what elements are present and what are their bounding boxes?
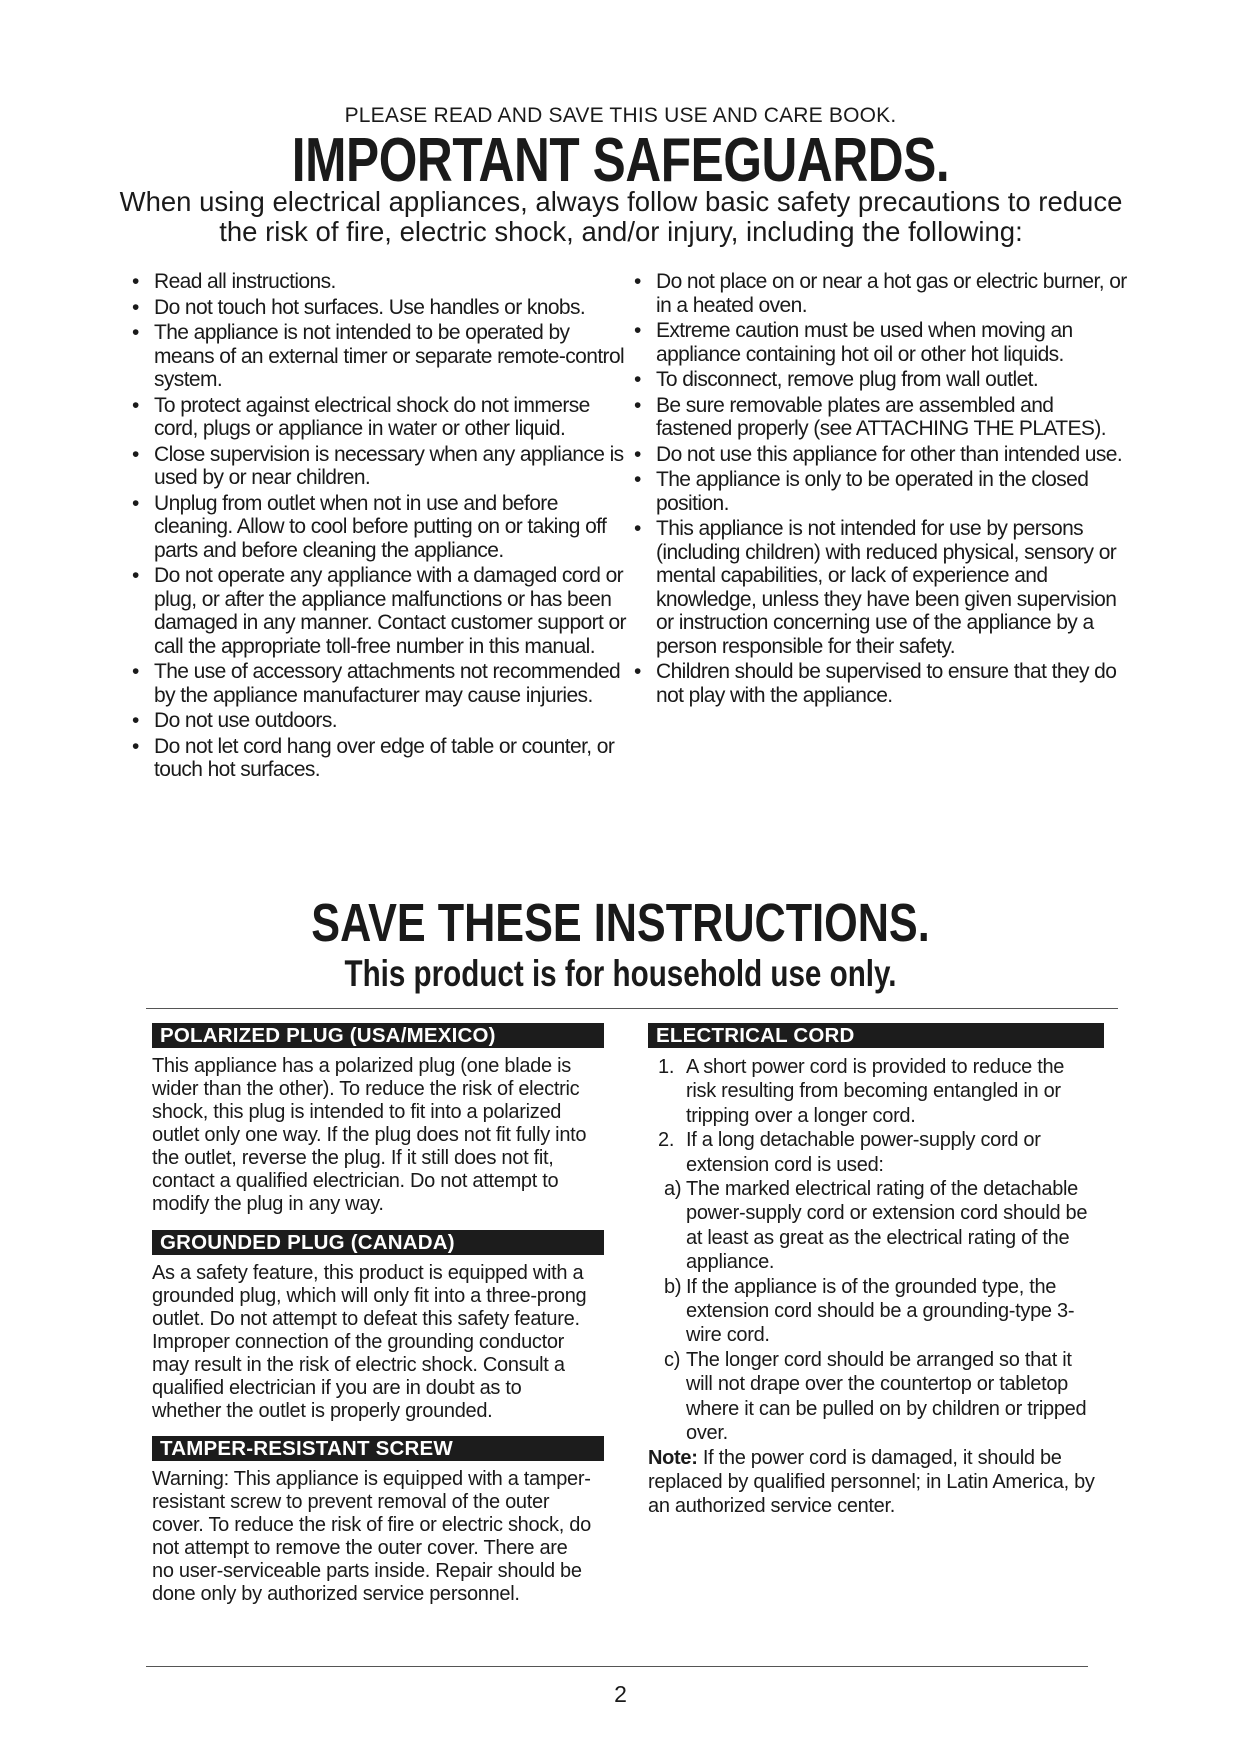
safeguards-right-column: [632, 270, 1132, 709]
safeguard-item: • Do not touch hot surfaces. Use handles or knobs.: [130, 296, 630, 320]
cord-subitem-text: The marked electrical rating of the detachable power-supply cord or extension cord should be at least as great as the electrical rating of the appliance.: [686, 1178, 1088, 1274]
cord-item-text: A short power cord is provided to reduce the risk resulting from becoming entangled in or tripping over a longer cord.: [686, 1056, 1065, 1127]
section-divider: [146, 1008, 1118, 1009]
electrical-cord-heading: ELECTRICAL CORD: [648, 1023, 1104, 1048]
safeguard-item: • The appliance is only to be operated in the closed position.: [632, 468, 1132, 515]
safeguard-item: • Do not operate any appliance with a damaged cord or plug, or after the appliance malfunctions or has been damaged in any manner. Contact customer support or call the appropriate toll-free number in this manual.: [130, 564, 630, 658]
cord-subitem-text: If the appliance is of the grounded type, the extension cord should be a grounding-type 3-wire cord.: [686, 1275, 1075, 1347]
cord-item-number: 2.: [658, 1129, 675, 1152]
household-use-subtitle: This product is for household use only.: [344, 953, 897, 994]
safeguard-item: • Children should be supervised to ensure that they do not play with the appliance.: [632, 660, 1132, 707]
cord-note-text: If the power cord is damaged, it should be replaced by qualified personnel; in Latin America, by an authorized service center.: [648, 1446, 1095, 1518]
cord-item-text: If a long detachable power-supply cord or extension cord is used:: [686, 1129, 1041, 1176]
intro-paragraph: When using electrical appliances, always follow basic safety precautions to reduce the risk of fire, electric shock, and/or injury, including the following:: [119, 186, 1123, 247]
cord-note: [648, 1446, 1098, 1519]
safeguard-item: • To disconnect, remove plug from wall outlet.: [632, 368, 1132, 392]
polarized-plug-heading: POLARIZED PLUG (USA/MEXICO): [152, 1023, 604, 1048]
cord-subitem: [648, 1177, 1098, 1275]
safeguard-item: • Read all instructions.: [130, 270, 630, 294]
safeguard-item: • To protect against electrical shock do not immerse cord, plugs or appliance in water or other liquid.: [130, 394, 630, 441]
cord-subitem: [648, 1275, 1098, 1348]
safeguard-item: • The use of accessory attachments not recommended by the appliance manufacturer may cause injuries.: [130, 660, 630, 707]
safeguards-left-list: [130, 270, 630, 782]
important-safeguards-title: IMPORTANT SAFEGUARDS.: [291, 126, 950, 195]
cord-subitem-letter: a): [664, 1178, 682, 1201]
page-number: 2: [614, 1681, 627, 1707]
polarized-plug-text: This appliance has a polarized plug (one blade is wider than the other). To reduce the risk of electric shock, this plug is intended to fit into a polarized outlet only one way. If the plug does not fit fully into the outlet, reverse the plug. If it still does not fit, contact a qualified electrician. Do not attempt to modify the plug in any way.: [152, 1055, 587, 1215]
electrical-cord-section: [648, 1055, 1098, 1519]
safeguard-item: • Do not place on or near a hot gas or electric burner, or in a heated oven.: [632, 270, 1132, 317]
grounded-plug-text: As a safety feature, this product is equipped with a grounded plug, which will only fit into a three-prong outlet. Do not attempt to defeat this safety feature. Improper connection of the grounding conductor may result in the risk of electric shock. Consult a qualified electrician if you are in doubt as to whether the outlet is properly grounded.: [152, 1262, 587, 1422]
safeguard-item: • Do not use this appliance for other than intended use.: [632, 443, 1132, 467]
safeguards-left-column: [130, 270, 630, 784]
safeguard-item: • Unplug from outlet when not in use and before cleaning. Allow to cool before putting on or taking off parts and before cleaning the appliance.: [130, 492, 630, 563]
cord-item-number: 1.: [658, 1056, 675, 1078]
cord-subitem-letter: b): [664, 1275, 682, 1298]
safeguards-right-list: [632, 270, 1132, 707]
cord-note-label: Note:: [648, 1446, 698, 1469]
safeguard-item: • Close supervision is necessary when any appliance is used by or near children.: [130, 443, 630, 490]
cord-subitem-letter: c): [664, 1348, 681, 1371]
safeguard-item: • This appliance is not intended for use by persons (including children) with reduced physical, sensory or mental capabilities, or lack of experience and knowledge, unless they have been given supervision or instruction concerning use of the appliance by a person responsible for their safety.: [632, 517, 1132, 658]
safeguard-item: • The appliance is not intended to be operated by means of an external timer or separate remote-control system.: [130, 321, 630, 392]
cord-subitem: [648, 1348, 1098, 1446]
read-save-notice: PLEASE READ AND SAVE THIS USE AND CARE BOOK.: [344, 104, 897, 127]
tamper-screw-heading: TAMPER-RESISTANT SCREW: [152, 1436, 604, 1461]
safeguard-item: • Do not let cord hang over edge of table or counter, or touch hot surfaces.: [130, 735, 630, 782]
footer-divider: [146, 1666, 1088, 1667]
save-instructions-title: SAVE THESE INSTRUCTIONS.: [311, 893, 930, 953]
safeguard-item: • Be sure removable plates are assembled and fastened properly (see ATTACHING THE PLATES).: [632, 394, 1132, 441]
cord-subitem-text: The longer cord should be arranged so that it will not drape over the countertop or tabletop where it can be pulled on by children or tripped over.: [686, 1348, 1087, 1445]
cord-item: [648, 1055, 1098, 1128]
safeguard-item: • Do not use outdoors.: [130, 709, 630, 733]
safeguard-item: • Extreme caution must be used when moving an appliance containing hot oil or other hot liquids.: [632, 319, 1132, 366]
tamper-screw-text: Warning: This appliance is equipped with a tamper-resistant screw to prevent removal of the outer cover. To reduce the risk of fire or electric shock, do not attempt to remove the outer cover. There are no user-serviceable parts inside. Repair should be done only by authorized service personnel.: [152, 1468, 591, 1605]
electrical-cord-list: [648, 1055, 1098, 1446]
cord-item: [648, 1128, 1098, 1177]
grounded-plug-heading: GROUNDED PLUG (CANADA): [152, 1230, 604, 1255]
